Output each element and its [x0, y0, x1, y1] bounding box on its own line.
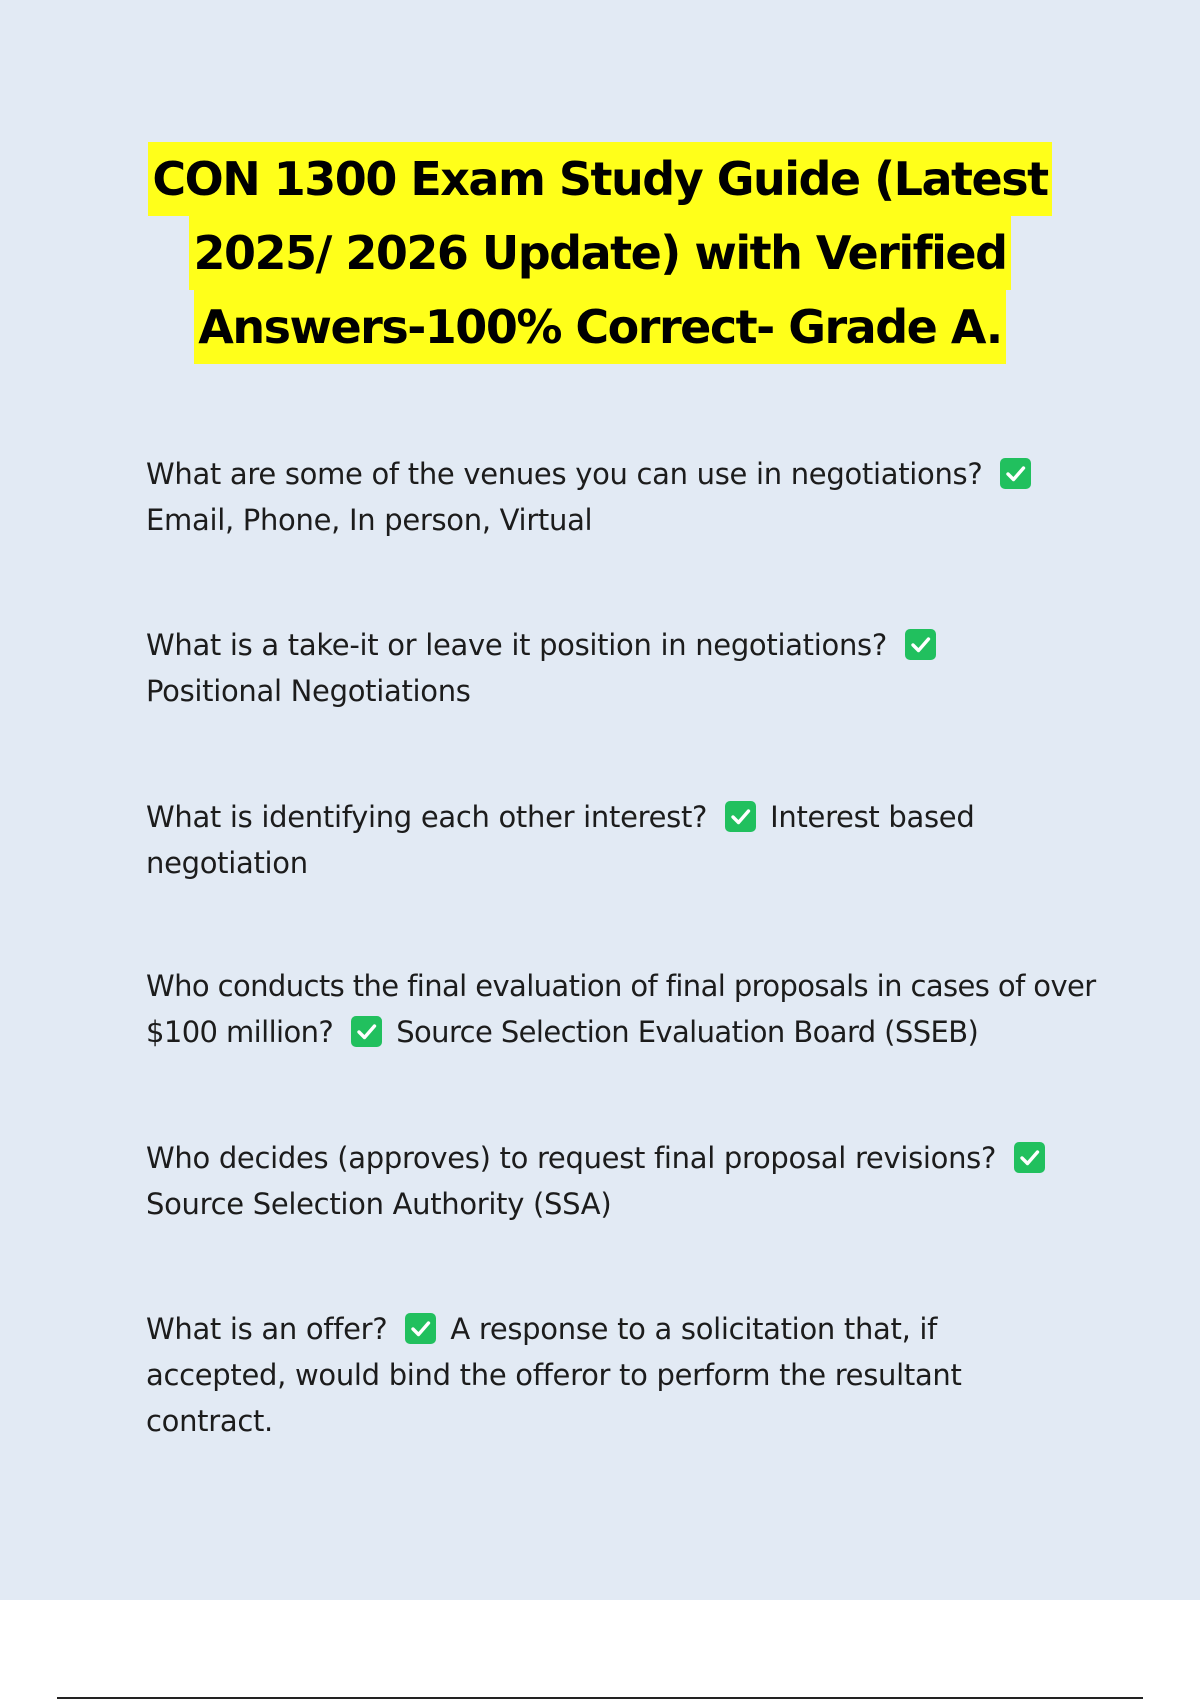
answer-text: Source Selection Evaluation Board (SSEB): [396, 1015, 979, 1049]
qa-item-6: [146, 1306, 986, 1444]
question-text: Who conducts the final evaluation of final proposals in cases of over $100 million?: [146, 969, 1096, 1049]
answer-text: Email, Phone, In person, Virtual: [146, 503, 593, 537]
question-text: What are some of the venues you can use in negotiations?: [146, 457, 983, 491]
answer-text: Interest based: [770, 800, 975, 834]
answer-text-continued: negotiation: [146, 846, 308, 880]
qa-item-1: [146, 451, 1076, 543]
check-mark-icon: [905, 629, 936, 660]
document-title: [100, 142, 1100, 364]
question-text: Who decides (approves) to request final proposal revisions?: [146, 1141, 997, 1175]
check-mark-icon: [405, 1313, 436, 1344]
answer-text-continued: accepted, would bind the offeror to perform the resultant contract.: [146, 1358, 962, 1438]
check-mark-icon: [351, 1016, 382, 1047]
answer-text: Positional Negotiations: [146, 674, 471, 708]
check-mark-icon: [1014, 1142, 1045, 1173]
qa-item-3: [146, 794, 1076, 886]
check-mark-icon: [1000, 458, 1031, 489]
qa-item-4: [146, 963, 1106, 1055]
question-text: What is an offer?: [146, 1312, 388, 1346]
title-line-2: 2025/ 2026 Update) with Verified: [189, 216, 1010, 290]
check-mark-icon: [725, 801, 756, 832]
title-line-3: Answers-100% Correct- Grade A.: [194, 290, 1006, 364]
question-text: What is identifying each other interest?: [146, 800, 708, 834]
footer-divider: [57, 1697, 1143, 1699]
answer-text: A response to a solicitation that, if: [450, 1312, 938, 1346]
title-line-1: CON 1300 Exam Study Guide (Latest: [148, 142, 1051, 216]
question-text: What is a take-it or leave it position in negotiations?: [146, 628, 887, 662]
qa-item-2: [146, 622, 1076, 714]
answer-text: Source Selection Authority (SSA): [146, 1187, 612, 1221]
qa-item-5: [146, 1135, 1076, 1227]
